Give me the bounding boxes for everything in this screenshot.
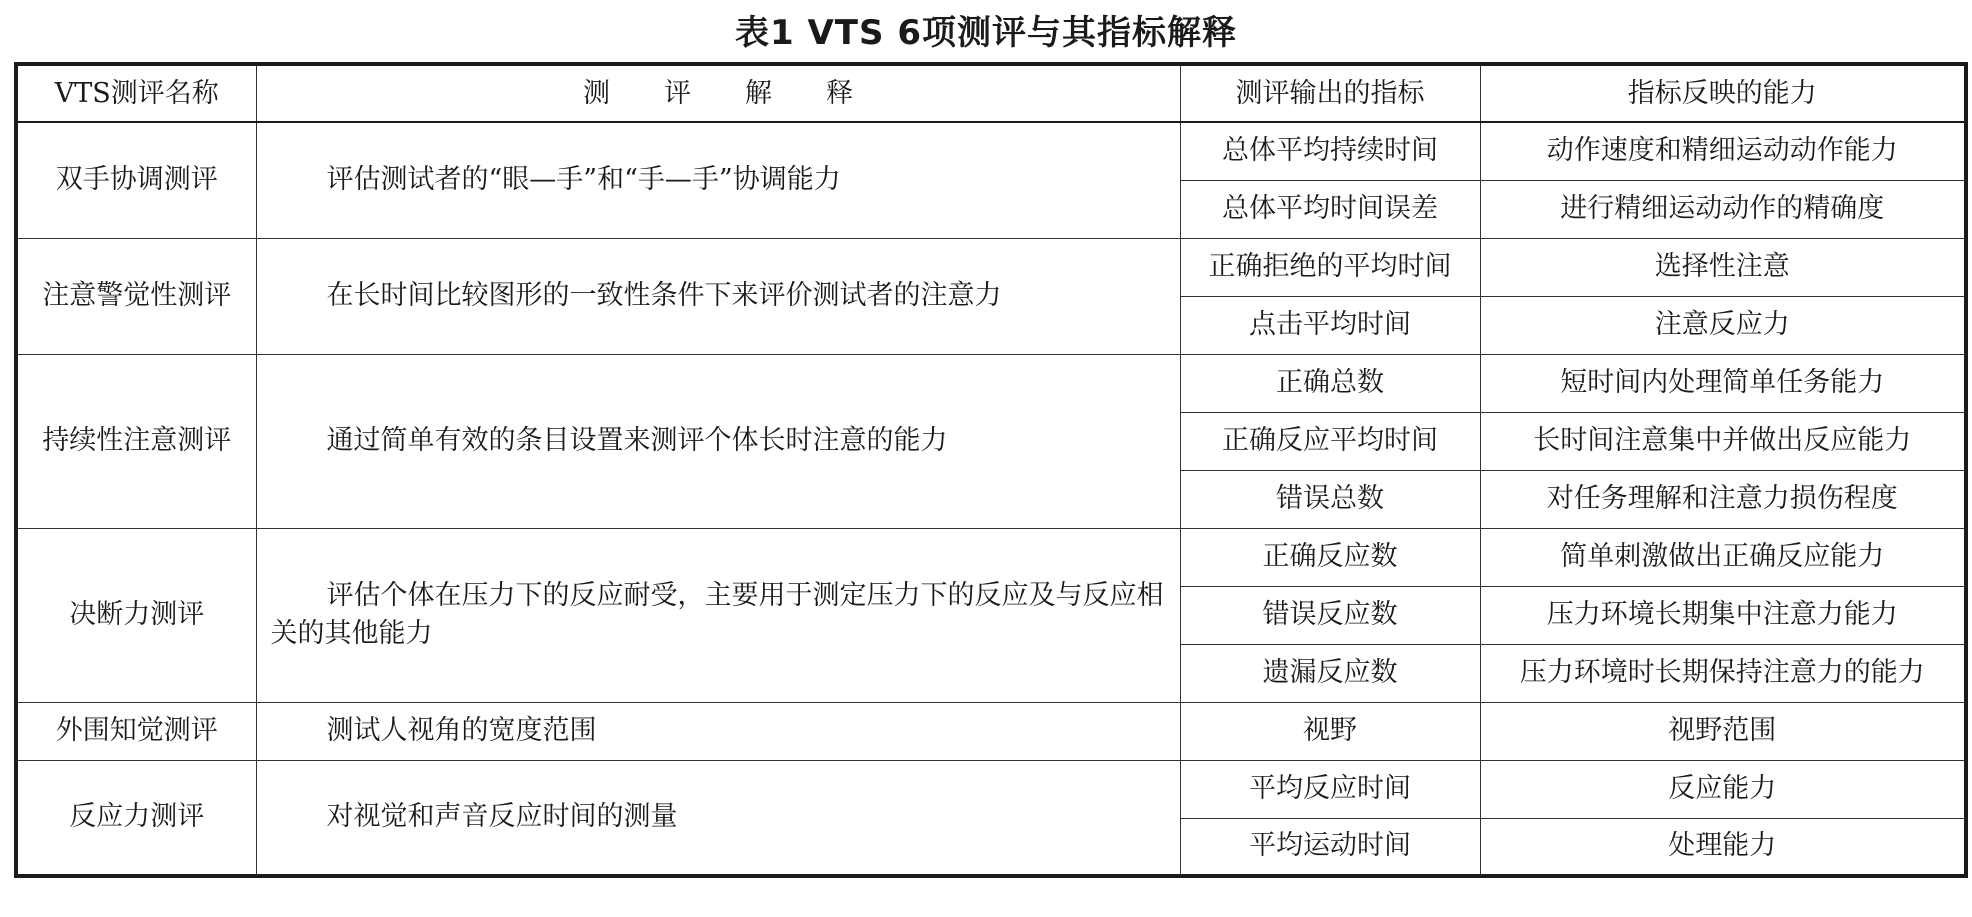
ability-cell: 压力环境长期集中注意力能力	[1480, 586, 1966, 644]
table-row	[16, 238, 1966, 296]
ability-cell: 压力环境时长期保持注意力的能力	[1480, 644, 1966, 702]
indicator-cell: 总体平均持续时间	[1180, 122, 1480, 180]
description-cell	[256, 702, 1180, 760]
table-row	[16, 528, 1966, 586]
indicator-cell: 正确总数	[1180, 354, 1480, 412]
description-text: 在长时间比较图形的一致性条件下来评价测试者的注意力	[326, 280, 1002, 311]
ability-cell: 长时间注意集中并做出反应能力	[1480, 412, 1966, 470]
description-text: 通过简单有效的条目设置来测评个体长时注意的能力	[326, 425, 948, 456]
indicator-cell: 遗漏反应数	[1180, 644, 1480, 702]
table-title: 表1 VTS 6项测评与其指标解释	[735, 13, 1237, 53]
description-cell	[256, 528, 1180, 702]
ability-cell: 注意反应力	[1480, 296, 1966, 354]
test-name-cell: 决断力测评	[16, 528, 256, 702]
header-ability: 指标反映的能力	[1480, 64, 1966, 122]
ability-cell: 动作速度和精细运动动作能力	[1480, 122, 1966, 180]
description-text: 测试人视角的宽度范围	[326, 715, 597, 746]
ability-cell: 选择性注意	[1480, 238, 1966, 296]
ability-cell: 简单刺激做出正确反应能力	[1480, 528, 1966, 586]
test-name-cell: 双手协调测评	[16, 122, 256, 238]
ability-cell: 视野范围	[1480, 702, 1966, 760]
description-cell	[256, 238, 1180, 354]
indicator-cell: 平均反应时间	[1180, 760, 1480, 818]
table-row	[16, 354, 1966, 412]
test-name-cell: 注意警觉性测评	[16, 238, 256, 354]
indicator-cell: 错误反应数	[1180, 586, 1480, 644]
ability-cell: 短时间内处理简单任务能力	[1480, 354, 1966, 412]
header-row	[16, 64, 1966, 122]
test-name-cell: 反应力测评	[16, 760, 256, 876]
indicator-cell: 点击平均时间	[1180, 296, 1480, 354]
description-cell	[256, 760, 1180, 876]
table-row	[16, 122, 1966, 180]
ability-cell: 反应能力	[1480, 760, 1966, 818]
indicator-cell: 正确拒绝的平均时间	[1180, 238, 1480, 296]
ability-cell: 对任务理解和注意力损伤程度	[1480, 470, 1966, 528]
description-text: 对视觉和声音反应时间的测量	[326, 801, 678, 833]
indicator-cell: 总体平均时间误差	[1180, 180, 1480, 238]
header-indicator: 测评输出的指标	[1180, 64, 1480, 122]
test-name-cell: 外围知觉测评	[16, 702, 256, 760]
description-cell	[256, 122, 1180, 238]
test-name-cell: 持续性注意测评	[16, 354, 256, 528]
table-body	[16, 122, 1966, 876]
table-row	[16, 702, 1966, 760]
description-text: 评估个体在压力下的反应耐受，主要用于测定压力下的反应及与反应相关的其他能力	[270, 580, 1164, 649]
indicator-cell: 错误总数	[1180, 470, 1480, 528]
ability-cell: 处理能力	[1480, 818, 1966, 876]
ability-cell: 进行精细运动动作的精确度	[1480, 180, 1966, 238]
description-text: 评估测试者的“眼—手”和“手—手”协调能力	[326, 164, 841, 196]
header-description: 测 评 解 释	[256, 64, 1180, 122]
indicator-cell: 正确反应数	[1180, 528, 1480, 586]
vts-table	[14, 62, 1968, 878]
table-row	[16, 760, 1966, 818]
header-test-name: VTS测评名称	[16, 64, 256, 122]
indicator-cell: 正确反应平均时间	[1180, 412, 1480, 470]
indicator-cell: 平均运动时间	[1180, 818, 1480, 876]
description-cell	[256, 354, 1180, 528]
indicator-cell: 视野	[1180, 702, 1480, 760]
